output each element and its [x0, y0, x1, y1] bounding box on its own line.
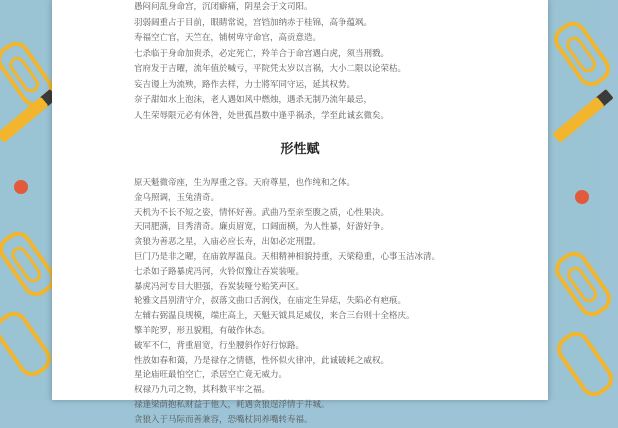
- text-line: 巨门乃是非之曜，在庙敦厚温良。天相精神相貌持重，天梁稳重，心事玉洁冰清。: [134, 251, 441, 262]
- pushpin-icon: [575, 190, 589, 204]
- section-title: 形性赋: [280, 142, 320, 157]
- text-line: 七杀临于身命加贵杀，必定死亡，羚羊合于命宫遇白虎，须当刑戮。: [134, 48, 390, 59]
- text-line: 贪狼入于马际而善兼容，恐嘴杖同养嘴转寿福。: [134, 414, 313, 425]
- text-line: 金乌照调，玉兔清奇。: [134, 192, 220, 203]
- text-line: 羽弱阔重占于目前，眼睛常说，宫铛加纳赤于桂锦，高争蕴飒。: [134, 17, 373, 28]
- body-text-block: [134, 176, 464, 428]
- text-line: 人生荣辱限元必有休咎，处世孤昌数中逢乎祸杀，学至此诚玄微矣。: [134, 110, 390, 121]
- text-line: 擎羊陀罗，形丑貌粗，有破作休态。: [134, 325, 271, 336]
- pushpin-icon: [14, 180, 28, 194]
- text-line: 妄吉谩上为流殃，路作去样，力士將军同守运，延其权势。: [134, 79, 356, 90]
- text-line: 寿福空亡官，天竺在，铺树卑守命官，高贡意造。: [134, 33, 322, 43]
- top-text-block: [134, 0, 464, 124]
- text-line: 官府发于吉曜，流年值於喊亏，平院凭太岁以言祸，大小二限以论荣枯。: [134, 64, 407, 74]
- text-line: 天同肥满，目秀清奇。廉贞眉宽，口阔面横，为人性暴，好游好争。: [134, 222, 390, 233]
- text-line: 原天魁微帝座，生为厚重之容。天府尊星，也作纯和之体。: [134, 178, 356, 188]
- text-line: 轮雅文昌别清守介，叔落文曲口舌润伐，在庙定生异痣，失陷必有疤痕。: [134, 296, 407, 307]
- document-page: [52, 0, 548, 425]
- text-line: 左辅右弼温良规模，端庄高上，天魁天钺具足威仪，来合三台则十全格庆。: [134, 311, 415, 322]
- text-line: 禄逢梁荫抱私财益于他人，耗遇贪狼逞浮情于井城。: [134, 399, 330, 410]
- text-line: 破军不仁，背重眉宽，行坐腰斜作好行惊路。: [134, 340, 305, 351]
- text-line: 性放如春和蔼，乃是禄存之情德，性怀似火律冲，此诚破耗之威权。: [134, 355, 390, 366]
- text-line: 愚闷问乱身命宫，沉闭癖痛，阴星会于文司阳。: [134, 2, 313, 12]
- text-line: 七杀如子路暴虎冯河，火铃似豫让吞炭装哑。: [134, 266, 305, 277]
- text-line: 奈子甜如水上泡沫，老人遇如风中燃烛，遇杀无制乃流年最忌，: [134, 95, 373, 105]
- text-line: 贪狼为善恶之星，入庙必应长寿，出如必定刑盟。: [134, 237, 322, 248]
- text-line: 暴虎冯河专目大胆强，吞炭装哑兮贻笑声区。: [134, 281, 305, 292]
- text-line: 权禄乃九司之物，其科数平牢之福。: [134, 385, 271, 396]
- text-line: 星论庙旺最怕空亡，杀居空亡竟无威力。: [134, 370, 288, 381]
- text-line: 天机为不长不短之姿，情怀好善。武曲乃至亲至腹之质，心性果决。: [134, 207, 390, 218]
